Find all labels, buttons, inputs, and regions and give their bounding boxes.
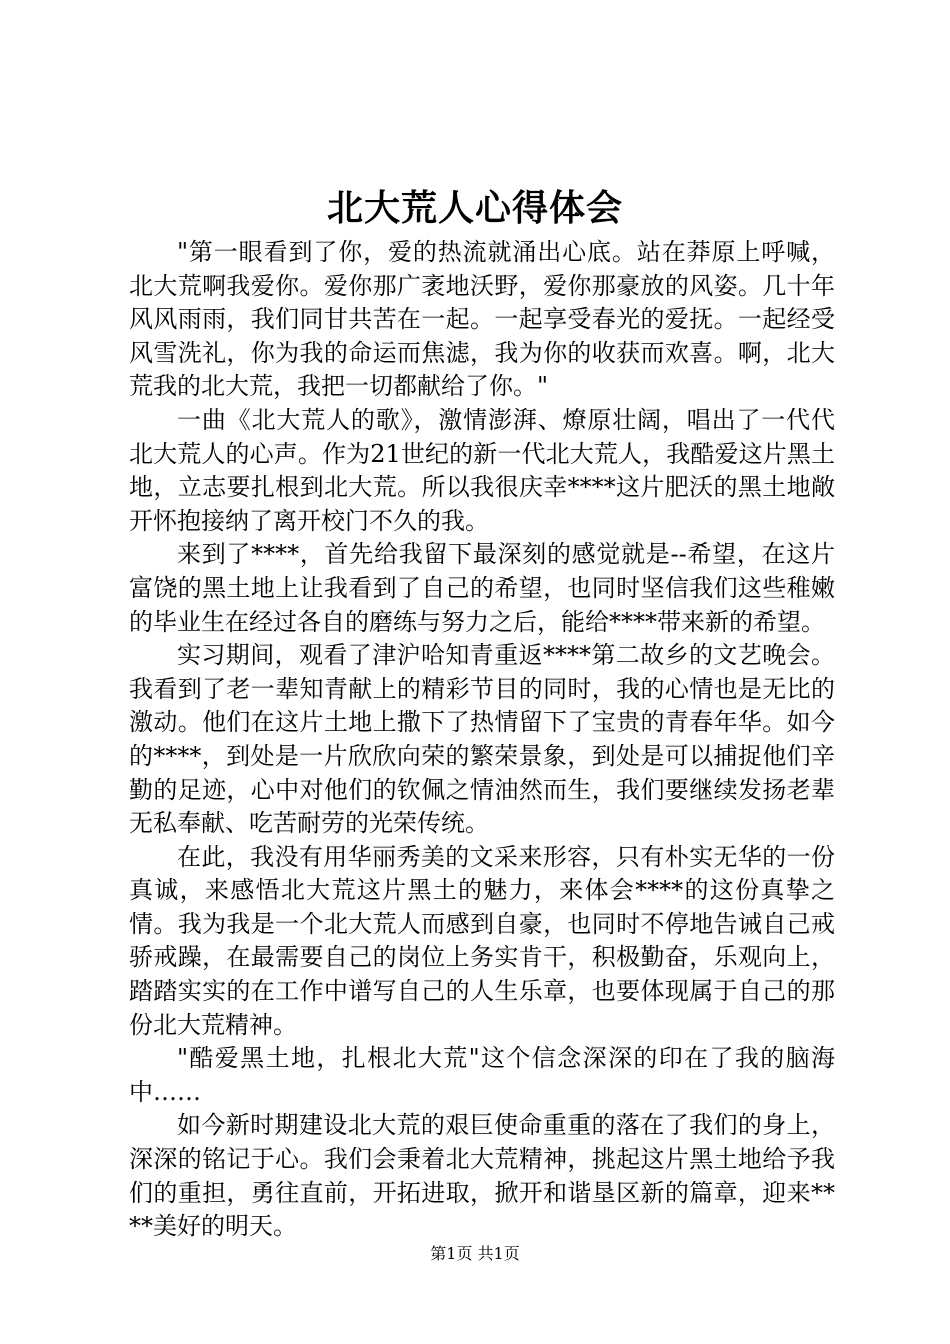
paragraph-1: "第一眼看到了你，爱的热流就涌出心底。站在莽原上呼喊，北大荒啊我爱你。爱你那广袤地沃野，爱你那豪放的风姿。几十年风风雨雨，我们同甘共苦在一起。一起享受春光的爱抚。一起经受风雪洗礼，你为我的命运而焦滤，我为你的收获而欢喜。啊，北大荒我的北大荒，我把一切都献给了你。" — [129, 238, 835, 401]
document-title: 北大荒人心得体会 — [326, 187, 623, 229]
paragraph-7: 如今新时期建设北大荒的艰巨使命重重的落在了我们的身上，深深的铭记于心。我们会秉着北大荒精神，挑起这片黑土地给予我们的重担，勇往直前，开拓进取，掀开和谐垦区新的篇章，迎来****美好的明天。 — [129, 1111, 835, 1241]
paragraph-4: 实习期间，观看了津沪哈知青重返****第二故乡的文艺晚会。我看到了老一辈知青献上的精彩节目的同时，我的心情也是无比的激动。他们在这片土地上撒下了热情留下了宝贵的青春年华。如今的****，到处是一片欣欣向荣的繁荣景象，到处是可以捕捉他们辛勤的足迹，心中对他们的钦佩之情油然而生，我们要继续发扬老辈无私奉献、吃苦耐劳的光荣传统。 — [129, 641, 835, 838]
paragraph-6: "酷爱黑土地，扎根北大荒"这个信念深深的印在了我的脑海中…… — [129, 1044, 835, 1106]
paragraph-5: 在此，我没有用华丽秀美的文采来形容，只有朴实无华的一份真诚，来感悟北大荒这片黑土的魅力，来体会****的这份真挚之情。我为我是一个北大荒人而感到自豪，也同时不停地告诫自己戒骄戒躁，在最需要自己的岗位上务实肯干，积极勤奋，乐观向上，踏踏实实的在工作中谱写自己的人生乐章，也要体现属于自己的那份北大荒精神。 — [129, 842, 835, 1039]
paragraph-3: 来到了****，首先给我留下最深刻的感觉就是--希望，在这片富饶的黑土地上让我看到了自己的希望，也同时坚信我们这些稚嫩的毕业生在经过各自的磨练与努力之后，能给****带来新的希望。 — [129, 540, 835, 636]
page-footer: 第1页 共1页 — [430, 1244, 520, 1263]
document-body — [129, 236, 835, 1244]
paragraph-2: 一曲《北大荒人的歌》，激情澎湃、燎原壮阔，唱出了一代代北大荒人的心声。作为21世纪的新一代北大荒人，我酷爱这片黑土地，立志要扎根到北大荒。所以我很庆幸****这片肥沃的黑土地敞开怀抱接纳了离开校门不久的我。 — [129, 405, 835, 535]
